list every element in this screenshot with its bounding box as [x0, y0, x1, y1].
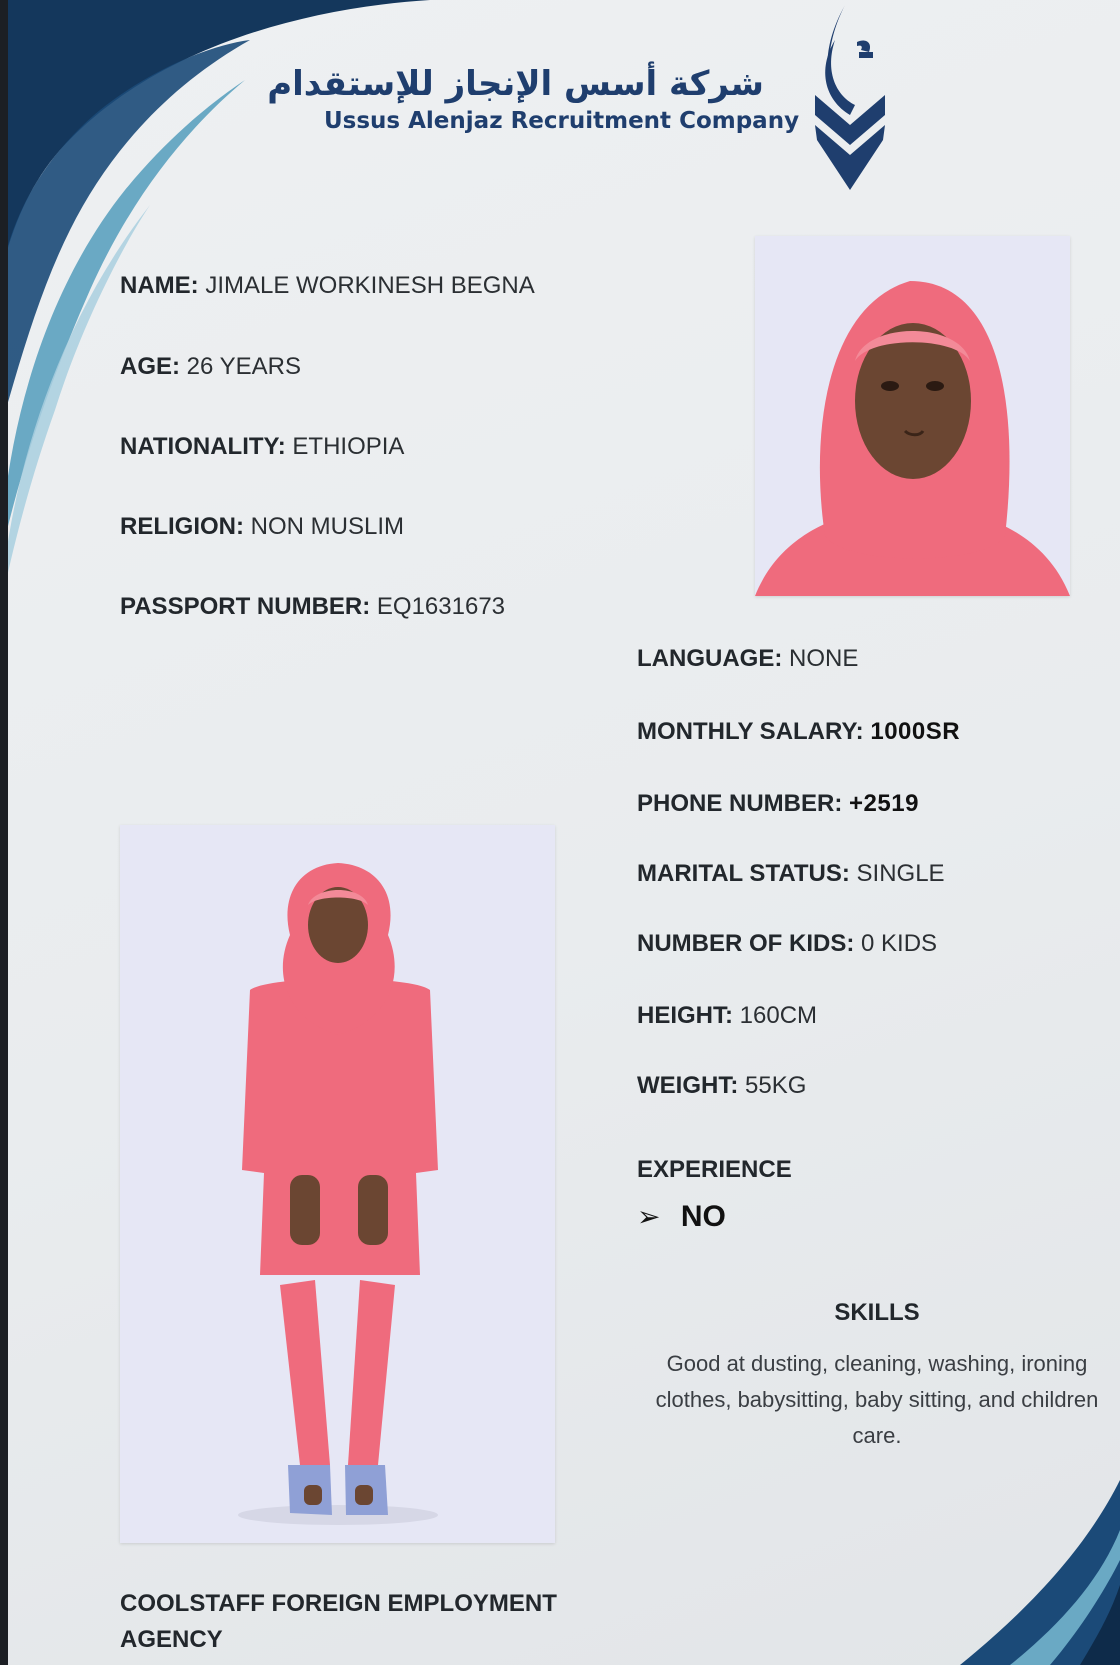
- religion-value: NON MUSLIM: [250, 513, 405, 540]
- field-nationality: [120, 433, 404, 461]
- language-label: LANGUAGE:: [637, 645, 783, 672]
- experience-row: [637, 1200, 726, 1234]
- field-height: [637, 1002, 817, 1030]
- company-name-english: Ussus Alenjaz Recruitment Company: [324, 108, 800, 134]
- weight-label: WEIGHT:: [637, 1072, 739, 1099]
- age-value: 26 YEARS: [186, 353, 301, 380]
- skills-text: Good at dusting, cleaning, washing, ironing clothes, babysitting, baby sitting, and children care.: [655, 1351, 1099, 1448]
- field-marital: [637, 860, 945, 888]
- full-body-photo: [120, 825, 555, 1543]
- field-language: [637, 645, 858, 673]
- phone-label: PHONE NUMBER:: [637, 790, 843, 817]
- weight-value: 55KG: [745, 1072, 807, 1099]
- field-age: [120, 353, 301, 381]
- religion-label: RELIGION:: [120, 513, 244, 540]
- portrait-photo: [755, 236, 1070, 596]
- marital-value: SINGLE: [856, 860, 945, 887]
- portrait-photo-icon: [755, 236, 1070, 596]
- field-passport: [120, 593, 505, 621]
- field-weight: [637, 1072, 806, 1100]
- language-value: NONE: [789, 645, 859, 672]
- company-name-arabic: شركة أسس الإنجاز للإستقدام: [267, 64, 764, 104]
- field-kids: [637, 930, 937, 958]
- field-name: [120, 272, 535, 300]
- field-phone: [637, 790, 919, 818]
- salary-value: 1000SR: [870, 718, 961, 745]
- kids-value: 0 KIDS: [861, 930, 938, 957]
- height-value: 160CM: [739, 1002, 818, 1029]
- arrow-bullet-icon: ➢: [637, 1201, 661, 1232]
- age-label: AGE:: [120, 353, 180, 380]
- salary-label: MONTHLY SALARY:: [637, 718, 864, 745]
- phone-value: +2519: [849, 790, 919, 817]
- experience-value: NO: [680, 1200, 726, 1233]
- company-logo-icon: [795, 0, 905, 200]
- agency-name: COOLSTAFF FOREIGN EMPLOYMENT AGENCY: [120, 1590, 557, 1653]
- skills-title: SKILLS: [834, 1299, 920, 1326]
- name-value: JIMALE WORKINESH BEGNA: [205, 272, 535, 299]
- nationality-label: NATIONALITY:: [120, 433, 286, 460]
- passport-value: EQ1631673: [376, 593, 506, 620]
- full-body-photo-icon: [120, 825, 555, 1543]
- name-label: NAME:: [120, 272, 199, 299]
- field-salary: [637, 718, 960, 746]
- header: [267, 0, 900, 200]
- marital-label: MARITAL STATUS:: [637, 860, 850, 887]
- field-religion: [120, 513, 404, 541]
- height-label: HEIGHT:: [637, 1002, 733, 1029]
- left-edge-bar: [0, 0, 8, 1665]
- experience-title: EXPERIENCE: [637, 1156, 792, 1183]
- kids-label: NUMBER OF KIDS:: [637, 930, 855, 957]
- passport-label: PASSPORT NUMBER:: [120, 593, 371, 620]
- nationality-value: ETHIOPIA: [292, 433, 405, 460]
